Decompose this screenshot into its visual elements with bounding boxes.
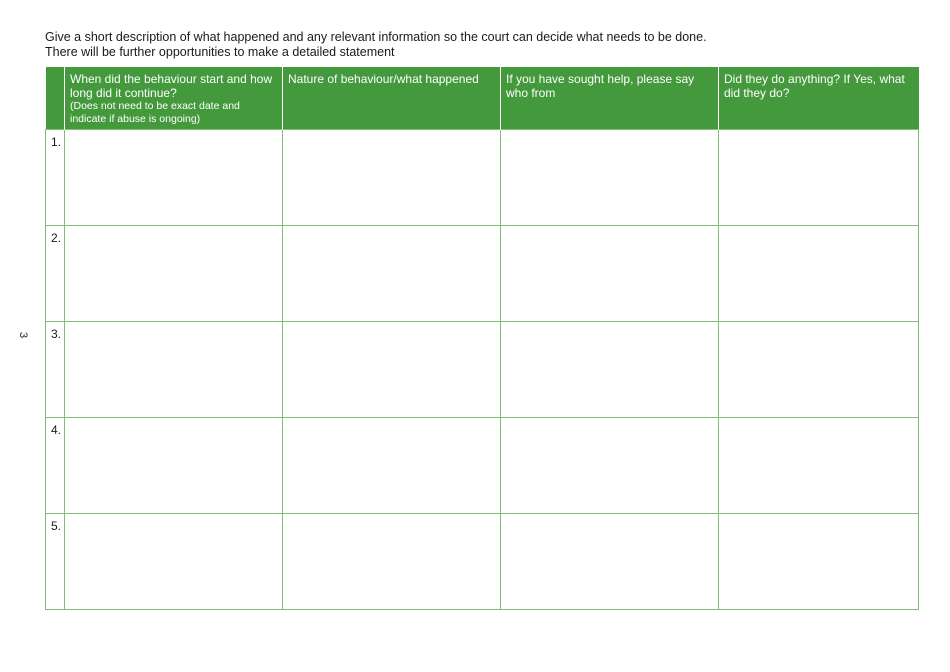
- cell-did[interactable]: [719, 130, 919, 226]
- table-row: [46, 322, 919, 418]
- header-nature: Nature of behaviour/what happened: [283, 67, 501, 130]
- header-help: If you have sought help, please say who from: [501, 67, 719, 130]
- row-number: 3.: [46, 322, 65, 418]
- cell-when[interactable]: [65, 514, 283, 610]
- table-row: [46, 130, 919, 226]
- cell-when[interactable]: [65, 322, 283, 418]
- cell-did[interactable]: [719, 514, 919, 610]
- statement-table: [45, 67, 919, 610]
- cell-did[interactable]: [719, 418, 919, 514]
- cell-when[interactable]: [65, 226, 283, 322]
- cell-help[interactable]: [501, 130, 719, 226]
- instructions-line-2: There will be further opportunities to make a detailed statement: [45, 45, 395, 59]
- cell-nature[interactable]: [283, 514, 501, 610]
- header-did: Did they do anything? If Yes, what did they do?: [719, 67, 919, 130]
- cell-help[interactable]: [501, 514, 719, 610]
- cell-nature[interactable]: [283, 130, 501, 226]
- cell-did[interactable]: [719, 226, 919, 322]
- cell-did[interactable]: [719, 322, 919, 418]
- page-number: 3: [17, 331, 30, 339]
- row-number: 1.: [46, 130, 65, 226]
- header-when-note: (Does not need to be exact date and indicate if abuse is ongoing): [70, 100, 240, 125]
- cell-nature[interactable]: [283, 418, 501, 514]
- cell-nature[interactable]: [283, 226, 501, 322]
- row-number: 4.: [46, 418, 65, 514]
- instructions: [45, 30, 707, 60]
- cell-nature[interactable]: [283, 322, 501, 418]
- header-row: [46, 67, 919, 130]
- cell-when[interactable]: [65, 130, 283, 226]
- instructions-line-1: Give a short description of what happened and any relevant information so the court can decide what needs to be done.: [45, 30, 707, 44]
- row-number: 2.: [46, 226, 65, 322]
- cell-when[interactable]: [65, 418, 283, 514]
- cell-help[interactable]: [501, 226, 719, 322]
- header-when-label: When did the behaviour start and how long did it continue?: [70, 72, 273, 100]
- table-row: [46, 514, 919, 610]
- cell-help[interactable]: [501, 418, 719, 514]
- cell-help[interactable]: [501, 322, 719, 418]
- table-row: [46, 418, 919, 514]
- table-row: [46, 226, 919, 322]
- row-number: 5.: [46, 514, 65, 610]
- header-number: [46, 67, 65, 130]
- header-when: [65, 67, 283, 130]
